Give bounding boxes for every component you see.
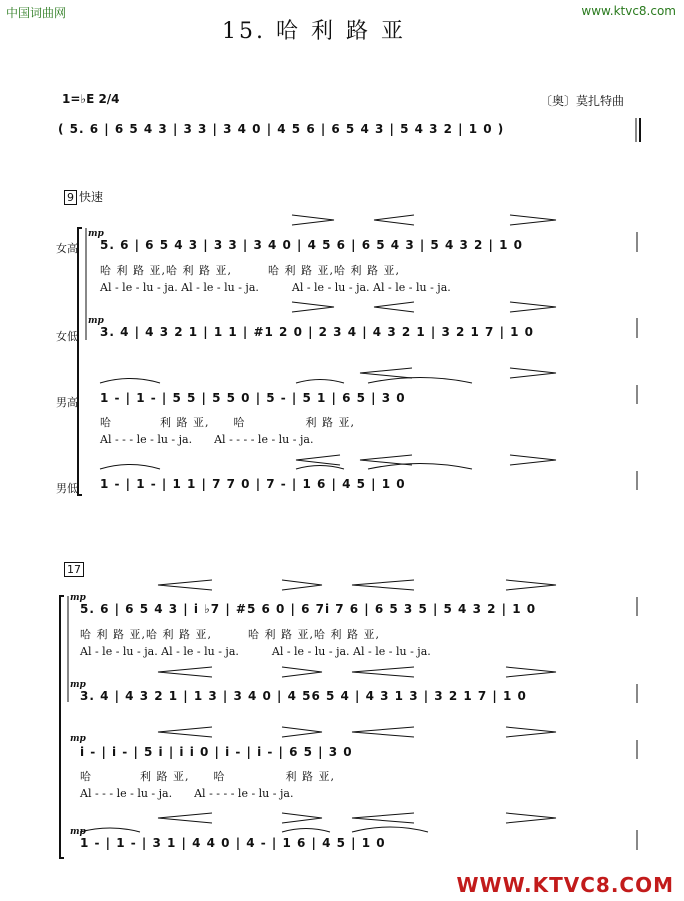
key-signature: 1=♭E 2/4 (62, 92, 120, 106)
dynamic-mark: mp (70, 734, 86, 744)
lyrics-upper-latin: Al - le - lu - ja. Al - le - lu - ja. Al - le - lu - ja. Al - le - lu - ja. (100, 281, 451, 294)
bass-notes: 1 - | 1 - | 1 1 | 7 7 0 | 7 - | 1 6 | 4 5 | 1 0 (100, 477, 406, 491)
lyrics-lower-cn: 哈 利 路 亚, 哈 利 路 亚, (80, 770, 335, 783)
dynamic-mark: mp (70, 827, 86, 837)
site-logo-watermark[interactable]: WWW.KTVC8.COM (456, 873, 674, 897)
site-watermark-left[interactable]: 中国词曲网 (6, 6, 67, 20)
dynamic-mark: mp (70, 680, 86, 690)
soprano-notes: 5. 6 | 6 5 4 3 | 3 3 | 3 4 0 | 4 5 6 | 6 5 4 3 | 5 4 3 2 | 1 0 (100, 238, 523, 252)
system-bracket (60, 596, 64, 858)
part-label-tenor: 男高 (56, 396, 78, 409)
part-label-bass: 男低 (56, 482, 78, 495)
alto-notes: 3. 4 | 4 3 2 1 | 1 3 | 3 4 0 | 4 56 5 4 | 4 3 1 3 | 3 2 1 7 | 1 0 (80, 689, 527, 703)
dynamic-mark: mp (88, 316, 104, 326)
decrescendo-mark (510, 215, 556, 225)
rehearsal-number: 9 (64, 190, 77, 205)
alto-notes: 3. 4 | 4 3 2 1 | 1 1 | #1 2 0 | 2 3 4 | 4 3 2 1 | 3 2 1 7 | 1 0 (100, 325, 535, 339)
part-label-soprano: 女高 (56, 242, 78, 255)
site-watermark-right[interactable]: www.ktvc8.com (581, 4, 676, 18)
intro-notes: ( 5. 6 | 6 5 4 3 | 3 3 | 3 4 0 | 4 5 6 | 6 5 4 3 | 5 4 3 2 | 1 0 ) (58, 122, 505, 136)
dynamic-mark: mp (88, 229, 104, 239)
system-bracket (78, 228, 82, 495)
dynamic-mark: mp (70, 593, 86, 603)
rehearsal-number: 17 (64, 562, 84, 577)
bass-notes: 1 - | 1 - | 3 1 | 4 4 0 | 4 - | 1 6 | 4 5 | 1 0 (80, 836, 386, 850)
lyrics-lower-latin: Al - - - le - lu - ja. Al - - - - le - lu - ja. (80, 787, 294, 800)
tenor-notes: i - | i - | 5 i | i i 0 | i - | i - | 6 5 | 3 0 (80, 745, 353, 759)
lyrics-upper-cn: 哈 利 路 亚,哈 利 路 亚, 哈 利 路 亚,哈 利 路 亚, (80, 628, 380, 641)
tenor-notes: 1 - | 1 - | 5 5 | 5 5 0 | 5 - | 5 1 | 6 5 | 3 0 (100, 391, 406, 405)
lyrics-lower-latin: Al - - - le - lu - ja. Al - - - - le - lu - ja. (100, 433, 314, 446)
decrescendo-mark (292, 215, 334, 225)
song-title: 15. 哈 利 路 亚 (222, 19, 406, 44)
tempo-marking: 快速 (79, 190, 104, 204)
crescendo-mark (374, 215, 414, 225)
lyrics-lower-cn: 哈 利 路 亚, 哈 利 路 亚, (100, 416, 355, 429)
lyrics-upper-cn: 哈 利 路 亚,哈 利 路 亚, 哈 利 路 亚,哈 利 路 亚, (100, 264, 400, 277)
composer-credit: 〔奥〕莫扎特曲 (540, 94, 625, 108)
soprano-notes: 5. 6 | 6 5 4 3 | i ♭7 | #5 6 0 | 6 7i 7 6 | 6 5 3 5 | 5 4 3 2 | 1 0 (80, 602, 537, 616)
lyrics-upper-latin: Al - le - lu - ja. Al - le - lu - ja. Al - le - lu - ja. Al - le - lu - ja. (80, 645, 431, 658)
part-label-alto: 女低 (56, 330, 78, 343)
